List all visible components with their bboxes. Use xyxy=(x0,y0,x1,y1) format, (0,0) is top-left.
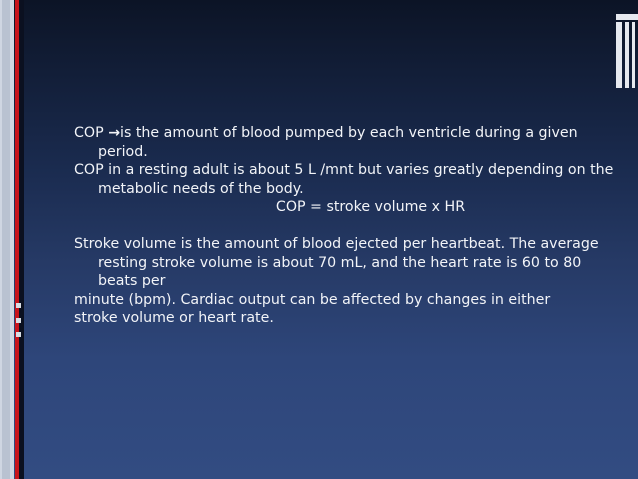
left-bar-inner xyxy=(2,0,10,479)
formula: COP = stroke volume x HR xyxy=(275,199,466,215)
paragraph-cop-definition xyxy=(74,124,619,161)
paragraph-bpm: minute (bpm). Cardiac output can be affected by changes in either xyxy=(74,291,551,308)
left-dark-stripe xyxy=(19,0,24,479)
spacer xyxy=(74,217,619,236)
corner-decoration-icon xyxy=(616,0,638,88)
bullet-marker-icon xyxy=(16,318,21,323)
paragraph-cop-resting: COP in a resting adult is about 5 L /mnt but varies greatly depending on the metabolic needs of the body. xyxy=(74,162,614,197)
paragraph-stroke-hr: stroke volume or heart rate. xyxy=(74,310,274,326)
arrow-right-icon: → xyxy=(108,125,121,141)
slide-body xyxy=(74,124,619,328)
bullet-marker-icon xyxy=(16,332,21,337)
paragraph-prefix: COP xyxy=(74,125,109,141)
paragraph-text: is the amount of blood pumped by each ventricle during a given period. xyxy=(98,125,578,160)
bullet-marker-icon xyxy=(16,303,21,308)
left-decorative-bar xyxy=(0,0,14,479)
paragraph-stroke-volume: Stroke volume is the amount of blood ejected per heartbeat. The average resting stroke volume is about 70 mL, and the heart rate is 60 to 80 beats per xyxy=(74,236,599,289)
